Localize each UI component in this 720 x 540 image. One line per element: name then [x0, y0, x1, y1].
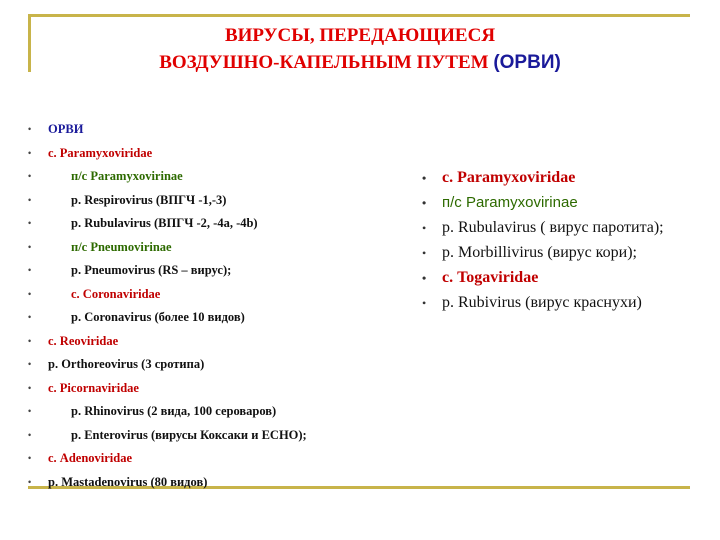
left-list-item-text: p. Enterovirus (вирусы Коксаки и ECHO);: [71, 427, 307, 442]
left-list-item: [26, 118, 396, 142]
right-virus-list: [420, 168, 705, 318]
title-abbreviation: (ОРВИ): [493, 52, 561, 73]
bullet-icon: •: [28, 312, 32, 322]
left-list-item-text: p. Mastadenovirus (80 видов): [48, 474, 208, 489]
right-list-item-text: p. Rubulavirus ( вирус паротита);: [442, 219, 664, 236]
right-list-item: [420, 168, 705, 188]
left-list-item-text: ОРВИ: [48, 122, 84, 136]
right-list-item-text: с. Togaviridae: [442, 269, 539, 286]
left-list-item-text: p. Coronavirus (более 10 видов): [71, 310, 245, 324]
bullet-icon: •: [28, 241, 32, 252]
title-line-2: [40, 49, 680, 76]
bullet-icon: •: [28, 406, 32, 416]
left-list-item: [26, 400, 396, 424]
bullet-icon: •: [28, 171, 32, 181]
right-list-item-text: п/с Paramyxovirinae: [442, 194, 578, 211]
bullet-icon: •: [422, 296, 427, 310]
left-list-item: [26, 283, 396, 307]
left-list-item: [26, 330, 396, 354]
bullet-icon: •: [28, 335, 32, 346]
left-list-item: [26, 212, 396, 236]
right-list-item: [420, 268, 705, 288]
bullet-icon: •: [422, 196, 427, 210]
left-list-item-text: с. Adenoviridae: [48, 451, 133, 465]
title-line-2-text: ВОЗДУШНО-КАПЕЛЬНЫМ ПУТЕМ: [159, 52, 489, 73]
left-list-item-text: п/с Paramyxovirinae: [71, 169, 183, 183]
left-list-item-text: с. Coronaviridae: [71, 286, 161, 301]
left-list-item: [26, 259, 396, 283]
left-list-item: [26, 306, 396, 330]
left-list-item-text: p. Rubulavirus (ВПГЧ -2, -4a, -4b): [71, 216, 258, 230]
frame-left-line: [28, 14, 31, 72]
frame-top-line: [28, 14, 690, 17]
bullet-icon: •: [28, 476, 32, 487]
left-list-item: [26, 377, 396, 401]
title-line-1: ВИРУСЫ, ПЕРЕДАЮЩИЕСЯ: [224, 25, 496, 46]
left-list-item-text: п/с Pneumovirinae: [71, 239, 172, 254]
right-list-item-text: с. Paramyxoviridae: [442, 169, 576, 186]
bullet-icon: •: [28, 382, 32, 393]
left-list-item-text: с. Reoviridae: [48, 333, 119, 348]
bullet-icon: •: [28, 218, 32, 228]
slide-title: [40, 22, 680, 76]
left-list-item: [26, 142, 396, 166]
left-list-item-text: p. Pneumovirus (RS – вирус);: [71, 263, 232, 277]
bullet-icon: •: [28, 429, 32, 440]
left-virus-list: [26, 118, 396, 494]
right-list-item: [420, 243, 705, 263]
left-list-item-text: p. Rhinovirus (2 вида, 100 сероваров): [71, 404, 277, 418]
bullet-icon: •: [28, 265, 32, 275]
bullet-icon: •: [422, 221, 427, 235]
left-list-item: [26, 471, 396, 495]
left-list-item-text: с. Picornaviridae: [48, 380, 139, 395]
right-list-item: [420, 218, 705, 238]
bullet-icon: •: [28, 194, 32, 205]
right-list-item-text: p. Rubivirus (вирус краснухи): [442, 294, 642, 311]
left-list-item: [26, 165, 396, 189]
bullet-icon: •: [28, 453, 32, 463]
left-list-item: [26, 189, 396, 213]
left-list-item-text: p. Respirovirus (ВПГЧ -1,-3): [71, 192, 227, 207]
left-list-item-text: p. Orthoreovirus (3 сротипа): [48, 357, 205, 371]
bullet-icon: •: [28, 359, 32, 369]
bullet-icon: •: [422, 271, 427, 285]
bullet-icon: •: [28, 288, 32, 299]
bullet-icon: •: [422, 171, 427, 185]
right-list-item-text: p. Morbillivirus (вирус кори);: [442, 244, 637, 261]
bullet-icon: •: [28, 124, 32, 134]
right-list-item: [420, 293, 705, 313]
left-list-item: [26, 236, 396, 260]
left-list-item-text: с. Paramyxoviridae: [48, 145, 153, 160]
left-list-item: [26, 353, 396, 377]
right-list-item: [420, 193, 705, 213]
left-list-item: [26, 424, 396, 448]
bullet-icon: •: [28, 147, 32, 158]
bullet-icon: •: [422, 246, 427, 260]
left-list-item: [26, 447, 396, 471]
